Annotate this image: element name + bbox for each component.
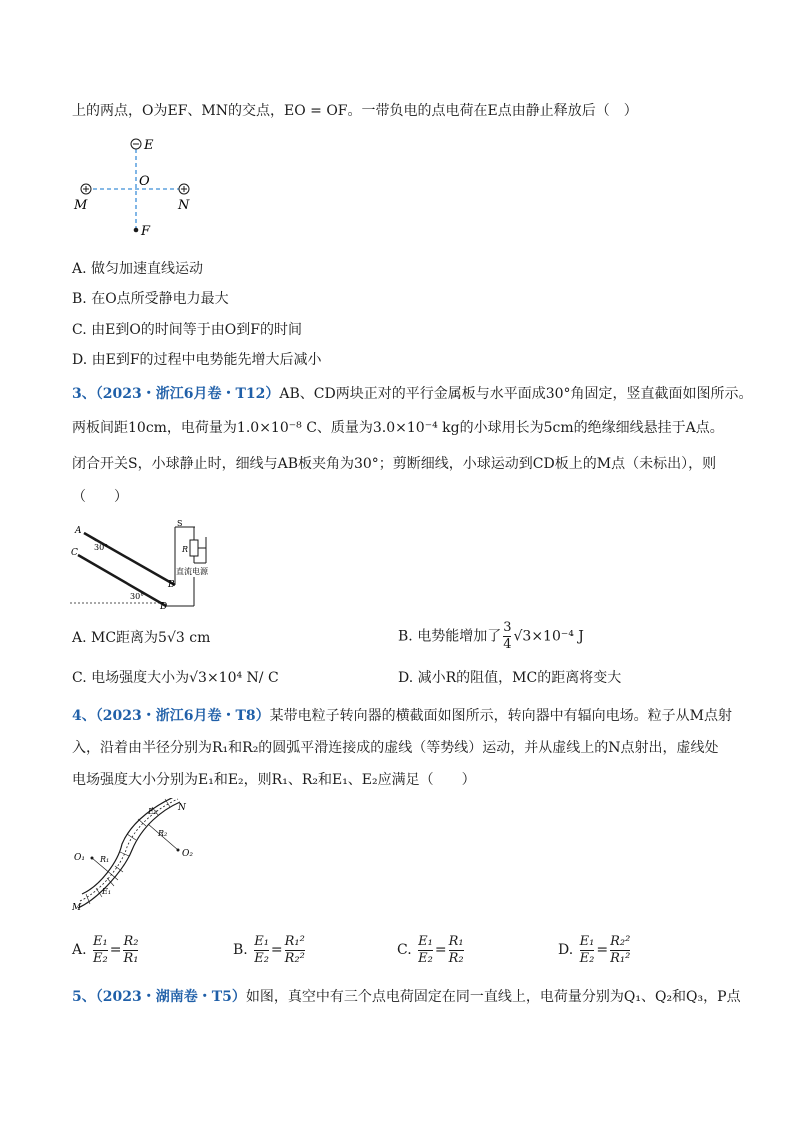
q2-option-c: C. 由E到O的时间等于由O到F的时间	[72, 322, 303, 338]
q4-line2: 入，沿着由半径分别为R₁和R₂的圆弧平滑连接成的虚线（等势线）运动，并从虚线上的N点射出，虚线处	[72, 740, 719, 756]
q5-line1	[72, 987, 741, 1007]
q3-option-d: D. 减小R的阻值，MC的距离将变大	[398, 670, 622, 686]
label-angle2: 30°	[130, 592, 145, 601]
label-e1: E₁	[102, 887, 112, 896]
q3-line4: （ ）	[72, 489, 128, 505]
q5-source: （2023・湖南卷・T5）	[95, 989, 246, 1005]
q3-option-b-fraction: $\frac{3}{4}$	[503, 620, 512, 652]
outer-wall	[78, 802, 180, 908]
q3-option-b	[398, 620, 584, 653]
label-o1: O₁	[74, 853, 85, 863]
label-r2: R₂	[158, 829, 168, 838]
q4-option-a: A. $\frac{\text{E₁}}{\text{E₂}}$ = $\frac{\text{R₂}}{\text{R₁}}$	[72, 933, 139, 966]
q2-figure	[70, 132, 200, 242]
q4-line1	[72, 706, 732, 726]
label-r1: R₁	[100, 855, 110, 864]
label-dc-source: 直流电源	[176, 567, 208, 576]
q3-option-b-label: B. 电势能增加了	[398, 628, 502, 645]
q3-option-a: A. MC距离为5√3 cm	[72, 630, 211, 646]
label-angle1: 30°	[94, 543, 109, 552]
q3-number: 3、	[72, 386, 96, 402]
q4-line3: 电场强度大小分别为E₁和E₂，则R₁、R₂和E₁、E₂应满足（ ）	[72, 772, 476, 788]
label-m: M	[74, 198, 88, 213]
label-f: F	[141, 224, 151, 239]
q4-number: 4、	[72, 708, 96, 724]
label-d: D	[160, 602, 168, 612]
label-m: M	[72, 903, 82, 913]
q3-line2: 两板间距10cm，电荷量为1.0×10⁻⁸ C、质量为3.0×10⁻⁴ kg的小球用长为5cm的绝缘细线悬挂于A点。	[72, 420, 724, 436]
plate-ab	[84, 533, 175, 585]
q2-option-b: B. 在O点所受静电力最大	[72, 291, 229, 307]
label-e: E	[144, 138, 154, 153]
q4-source: （2023・浙江6月卷・T8）	[95, 708, 270, 724]
q4-option-b: B. $\frac{\text{E₁}}{\text{E₂}}$ = $\frac{\text{R₁²}}{\text{R₂²}}$	[233, 933, 305, 966]
q4-option-d: D. $\frac{\text{E₁}}{\text{E₂}}$ = $\frac{\text{R₂²}}{\text{R₁²}}$	[558, 933, 631, 966]
q3-line1-text: AB、CD两块正对的平行金属板与水平面成30°角固定，竖直截面如图所示。	[279, 386, 753, 402]
label-n: N	[178, 198, 190, 213]
label-a: A	[75, 526, 82, 536]
label-r: R	[182, 545, 189, 554]
label-s: S	[177, 519, 183, 528]
label-b: B	[168, 580, 175, 590]
q5-line1-text: 如图，真空中有三个点电荷固定在同一直线上，电荷量分别为Q₁、Q₂和Q₃，P点	[245, 989, 741, 1005]
label-e2: E₂	[148, 807, 158, 816]
q3-figure	[70, 517, 230, 612]
q4-figure	[70, 798, 200, 913]
q2-option-a: A. 做匀加速直线运动	[72, 261, 204, 277]
q3-option-b-value: √3×10⁻⁴ J	[513, 628, 584, 645]
q3-source: （2023・浙江6月卷・T12）	[95, 386, 280, 402]
q4-line1-text: 某带电粒子转向器的横截面如图所示，转向器中有辐向电场。粒子从M点射	[269, 708, 732, 724]
q2-option-d: D. 由E到F的过程中电势能先增大后减小	[72, 352, 322, 368]
q3-option-c: C. 电场强度大小为√3×10⁴ N/ C	[72, 670, 279, 686]
point-f-icon	[134, 228, 139, 233]
label-n: N	[178, 803, 186, 813]
label-o: O	[139, 174, 150, 189]
plate-cd	[78, 555, 166, 606]
q2-stem-tail: 上的两点，O为EF、MN的交点，EO = OF。一带负电的点电荷在E点由静止释放后（ ）	[72, 103, 638, 119]
label-o2: O₂	[182, 849, 193, 859]
resistor-r	[190, 540, 198, 556]
label-c: C	[71, 548, 78, 558]
q3-line1	[72, 384, 753, 404]
q5-number: 5、	[72, 989, 96, 1005]
q4-option-c: C. $\frac{\text{E₁}}{\text{E₂}}$ = $\frac{\text{R₁}}{\text{R₂}}$	[397, 933, 464, 966]
q3-line3: 闭合开关S，小球静止时，细线与AB板夹角为30°；剪断细线，小球运动到CD板上的M点（未标出），则	[72, 456, 717, 472]
